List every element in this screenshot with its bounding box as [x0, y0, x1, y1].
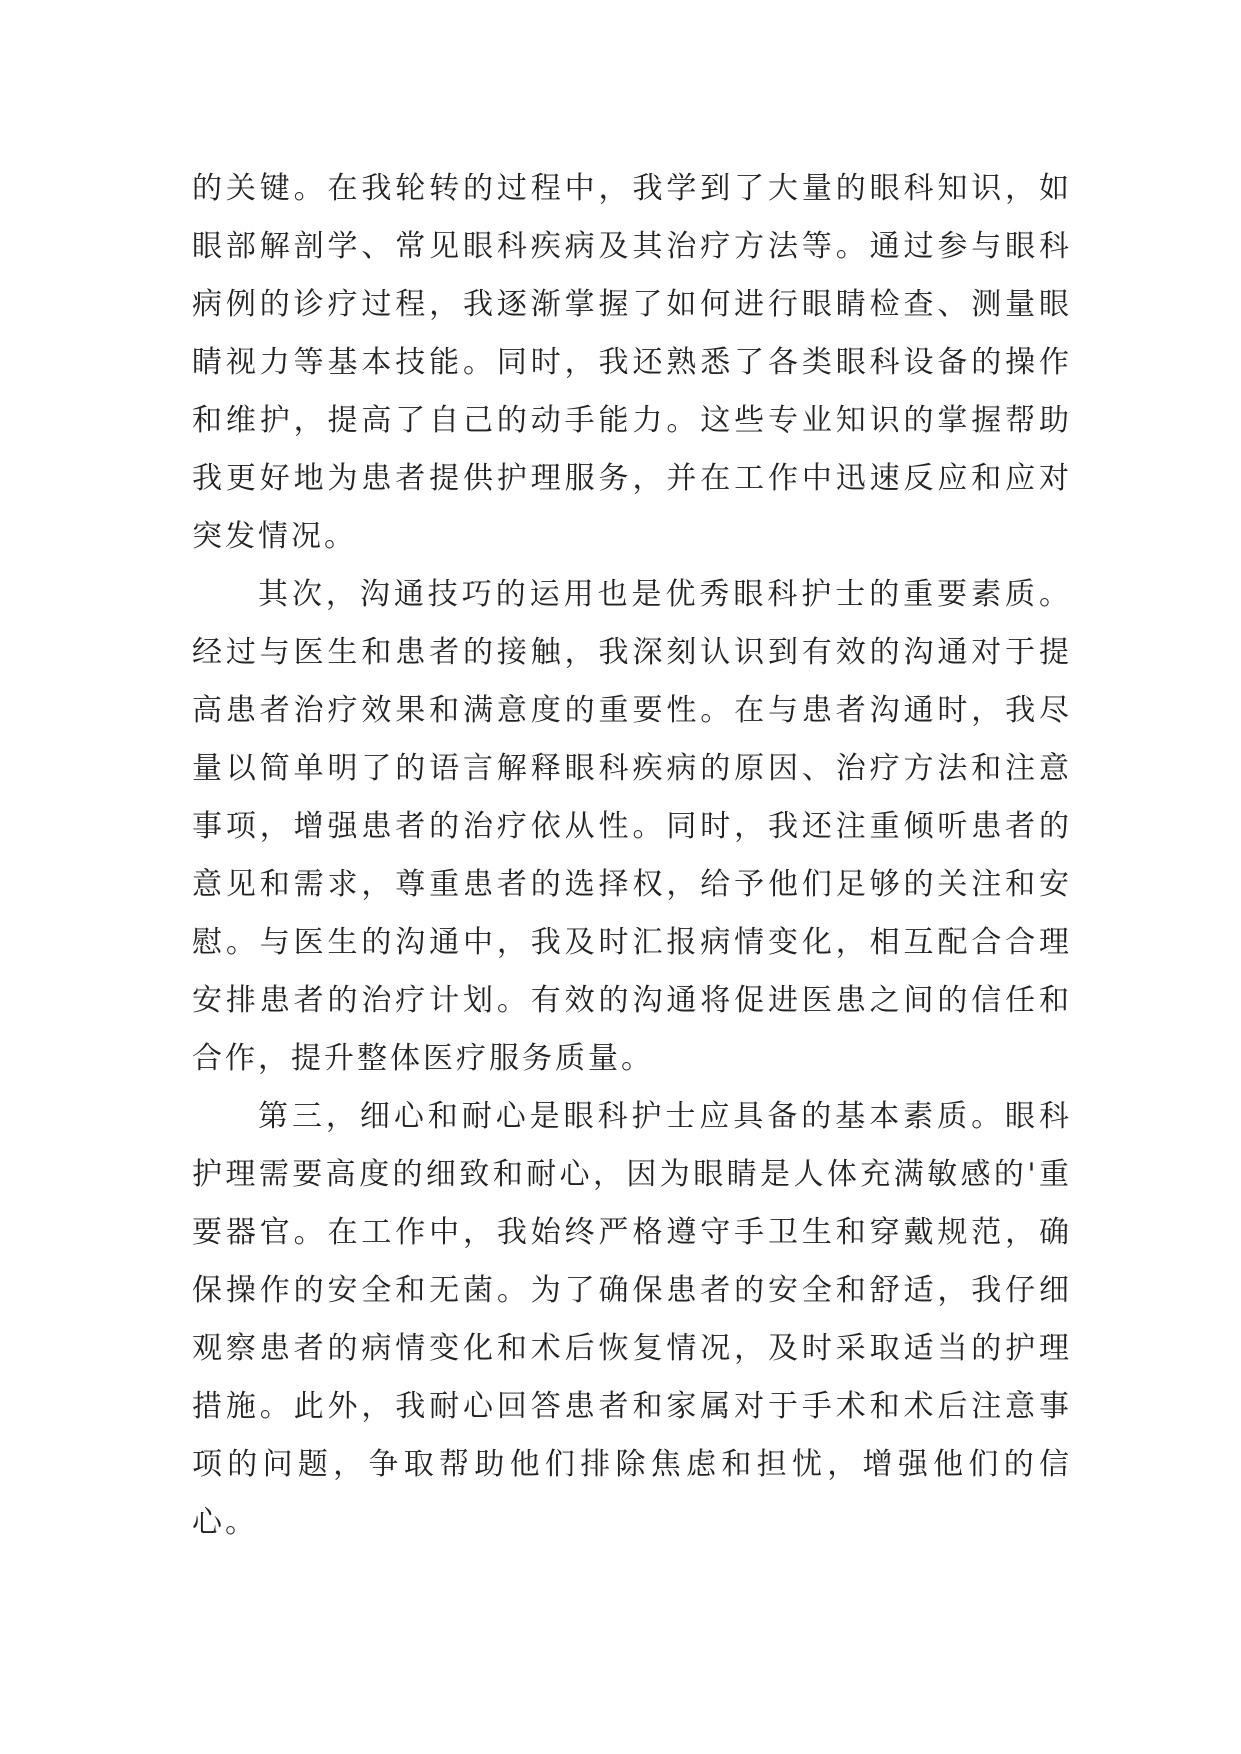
paragraph-1: 的关键。在我轮转的过程中，我学到了大量的眼科知识，如眼部解剖学、常见眼科疾病及其治疗方法等。通过参与眼科病例的诊疗过程，我逐渐掌握了如何进行眼睛检查、测量眼睛视力等基本技能。同时，我还熟悉了各类眼科设备的操作和维护，提高了自己的动手能力。这些专业知识的掌握帮助我更好地为患者提供护理服务，并在工作中迅速反应和应对突发情况。 — [192, 171, 1072, 554]
paragraph-3: 第三，细心和耐心是眼科护士应具备的基本素质。眼科护理需要高度的细致和耐心，因为眼睛是人体充满敏感的'重要器官。在工作中，我始终严格遵守手卫生和穿戴规范，确保操作的安全和无菌。为了确保患者的安全和舒适，我仔细观察患者的病情变化和术后恢复情况，及时采取适当的护理措施。此外，我耐心回答患者和家属对于手术和术后注意事项的问题，争取帮助他们排除焦虑和担忧，增强他们的信心。 — [192, 1099, 1072, 1540]
paragraph-2: 其次，沟通技巧的运用也是优秀眼科护士的重要素质。经过与医生和患者的接触，我深刻认识到有效的沟通对于提高患者治疗效果和满意度的重要性。在与患者沟通时，我尽量以简单明了的语言解释眼科疾病的原因、治疗方法和注意事项，增强患者的治疗依从性。同时，我还注重倾听患者的意见和需求，尊重患者的选择权，给予他们足够的关注和安慰。与医生的沟通中，我及时汇报病情变化，相互配合合理安排患者的治疗计划。有效的沟通将促进医患之间的信任和合作，提升整体医疗服务质量。 — [192, 577, 1072, 1076]
document-body — [192, 160, 1072, 1552]
